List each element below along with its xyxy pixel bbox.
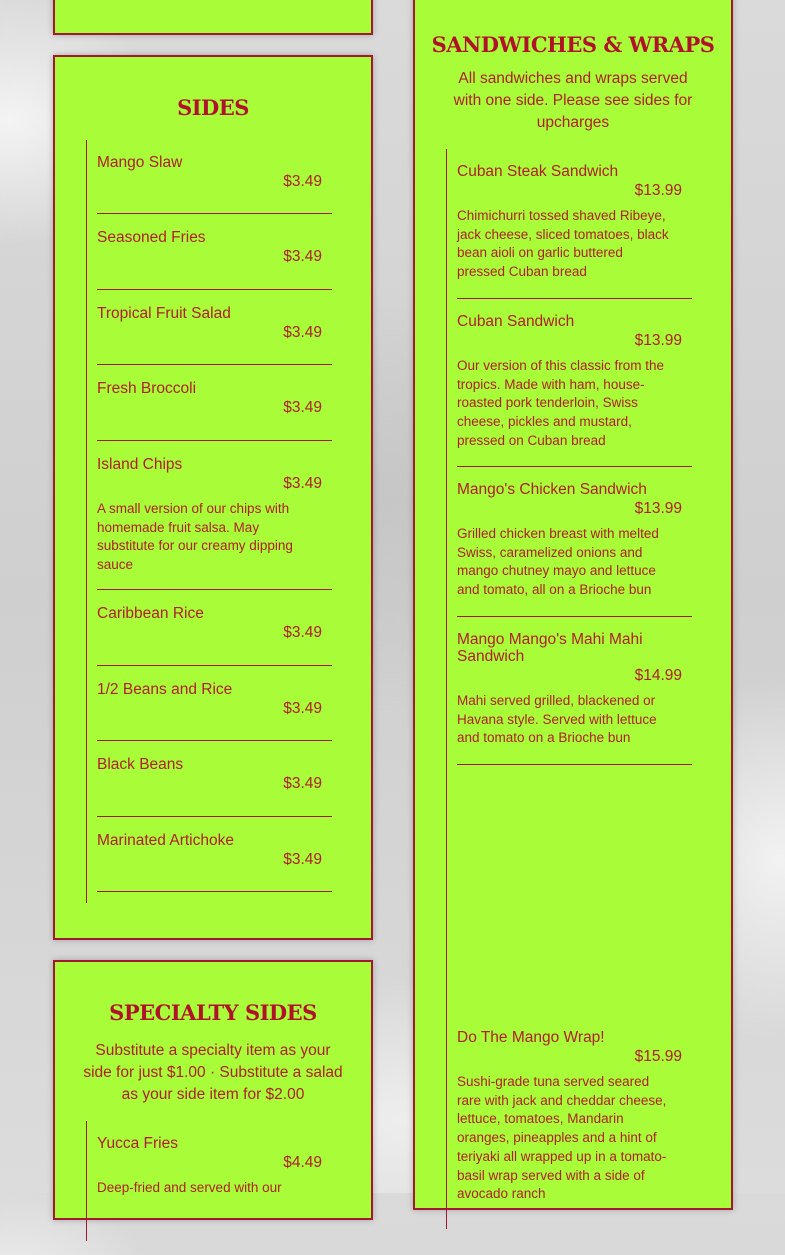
item-name: Seasoned Fries <box>97 229 206 246</box>
sides-title: SIDES <box>177 95 249 120</box>
item-name: Mango's Chicken Sandwich <box>457 481 647 498</box>
item-name: Island Chips <box>97 456 183 473</box>
item-price: $3.49 <box>283 324 322 341</box>
item-price: $3.49 <box>283 248 322 265</box>
specialty-sides-panel <box>53 960 373 1220</box>
item-name: Caribbean Rice <box>97 605 204 622</box>
item-description: Mahi served grilled, blackened or Havana style. Served with lettuce and tomato on a Brioche bun <box>457 693 657 746</box>
item-price: $13.99 <box>634 500 682 517</box>
item-name: Mango Mango's Mahi Mahi Sandwich <box>457 631 643 665</box>
item-price: $15.99 <box>634 1048 682 1065</box>
specialty-sides-title: SPECIALTY SIDES <box>109 1000 317 1025</box>
sides-panel <box>53 55 373 940</box>
item-price: $3.49 <box>283 399 322 416</box>
menu-item[interactable] <box>457 631 692 765</box>
item-description: Our version of this classic from the tropics. Made with ham, house-roasted pork tenderloin, Swiss cheese, pickles and mustard, pressed on Cuban bread <box>457 358 665 448</box>
item-price: $4.49 <box>283 1154 322 1171</box>
menu-item[interactable] <box>97 1135 332 1255</box>
item-name: Cuban Steak Sandwich <box>457 163 619 180</box>
item-price: $3.49 <box>283 700 322 717</box>
menu-item[interactable] <box>457 481 692 617</box>
previous-menu-panel <box>53 0 373 35</box>
specialty-sides-list <box>86 1121 346 1241</box>
menu-item[interactable] <box>97 681 332 741</box>
menu-item[interactable] <box>457 163 692 299</box>
sandwiches-note: All sandwiches and wraps served with one side. Please see sides for upcharges <box>453 70 693 131</box>
sandwiches-list <box>446 149 706 1229</box>
item-description: A small version of our chips with homemade fruit salsa. May substitute for our creamy dipping sauce <box>97 501 293 573</box>
sandwiches-title: SANDWICHES & WRAPS <box>431 32 715 57</box>
item-price: $14.99 <box>634 667 682 684</box>
sandwiches-panel <box>413 0 733 1210</box>
menu-item[interactable] <box>97 605 332 666</box>
item-name: Do The Mango Wrap! <box>457 1029 605 1046</box>
item-price: $3.49 <box>283 475 322 492</box>
item-name: Yucca Fries <box>97 1135 178 1152</box>
item-price: $3.49 <box>283 775 322 792</box>
item-price: $3.49 <box>283 624 322 641</box>
item-description: Chimichurri tossed shaved Ribeye, jack cheese, sliced tomatoes, black bean aioli on garlic buttered pressed Cuban bread <box>457 208 669 280</box>
menu-item[interactable] <box>97 832 332 892</box>
sides-list <box>86 140 346 903</box>
menu-item[interactable] <box>457 1029 692 1229</box>
item-price: $3.49 <box>283 173 322 190</box>
menu-item[interactable] <box>97 456 332 590</box>
specialty-sides-note: Substitute a specialty item as your side for just $1.00 · Substitute a salad as your side item for $2.00 <box>83 1042 343 1103</box>
menu-item[interactable] <box>97 756 332 817</box>
item-description: Deep-fried and served with our <box>97 1180 282 1195</box>
item-name: Marinated Artichoke <box>97 832 234 849</box>
item-name: Black Beans <box>97 756 184 773</box>
item-price: $3.49 <box>283 851 322 868</box>
menu-item[interactable] <box>97 154 332 214</box>
menu-item[interactable] <box>97 305 332 365</box>
menu-item[interactable] <box>97 380 332 441</box>
menu-item[interactable] <box>97 229 332 290</box>
item-name: Fresh Broccoli <box>97 380 197 397</box>
item-name: Mango Slaw <box>97 154 183 171</box>
item-name: 1/2 Beans and Rice <box>97 681 233 698</box>
item-name: Tropical Fruit Salad <box>97 305 231 322</box>
item-price: $13.99 <box>634 182 682 199</box>
item-price: $13.99 <box>634 332 682 349</box>
item-name: Cuban Sandwich <box>457 313 575 330</box>
item-description: Grilled chicken breast with melted Swiss, caramelized onions and mango chutney mayo and lettuce and tomato, all on a Brioche bun <box>457 526 659 598</box>
menu-item[interactable] <box>457 313 692 467</box>
item-description: Sushi-grade tuna served seared rare with jack and cheddar cheese, lettuce, tomatoes, Mandarin oranges, pineapples and a hint of teriyaki all wrapped up in a tomato-basil wrap served with a side of avocado ranch <box>457 1074 667 1202</box>
